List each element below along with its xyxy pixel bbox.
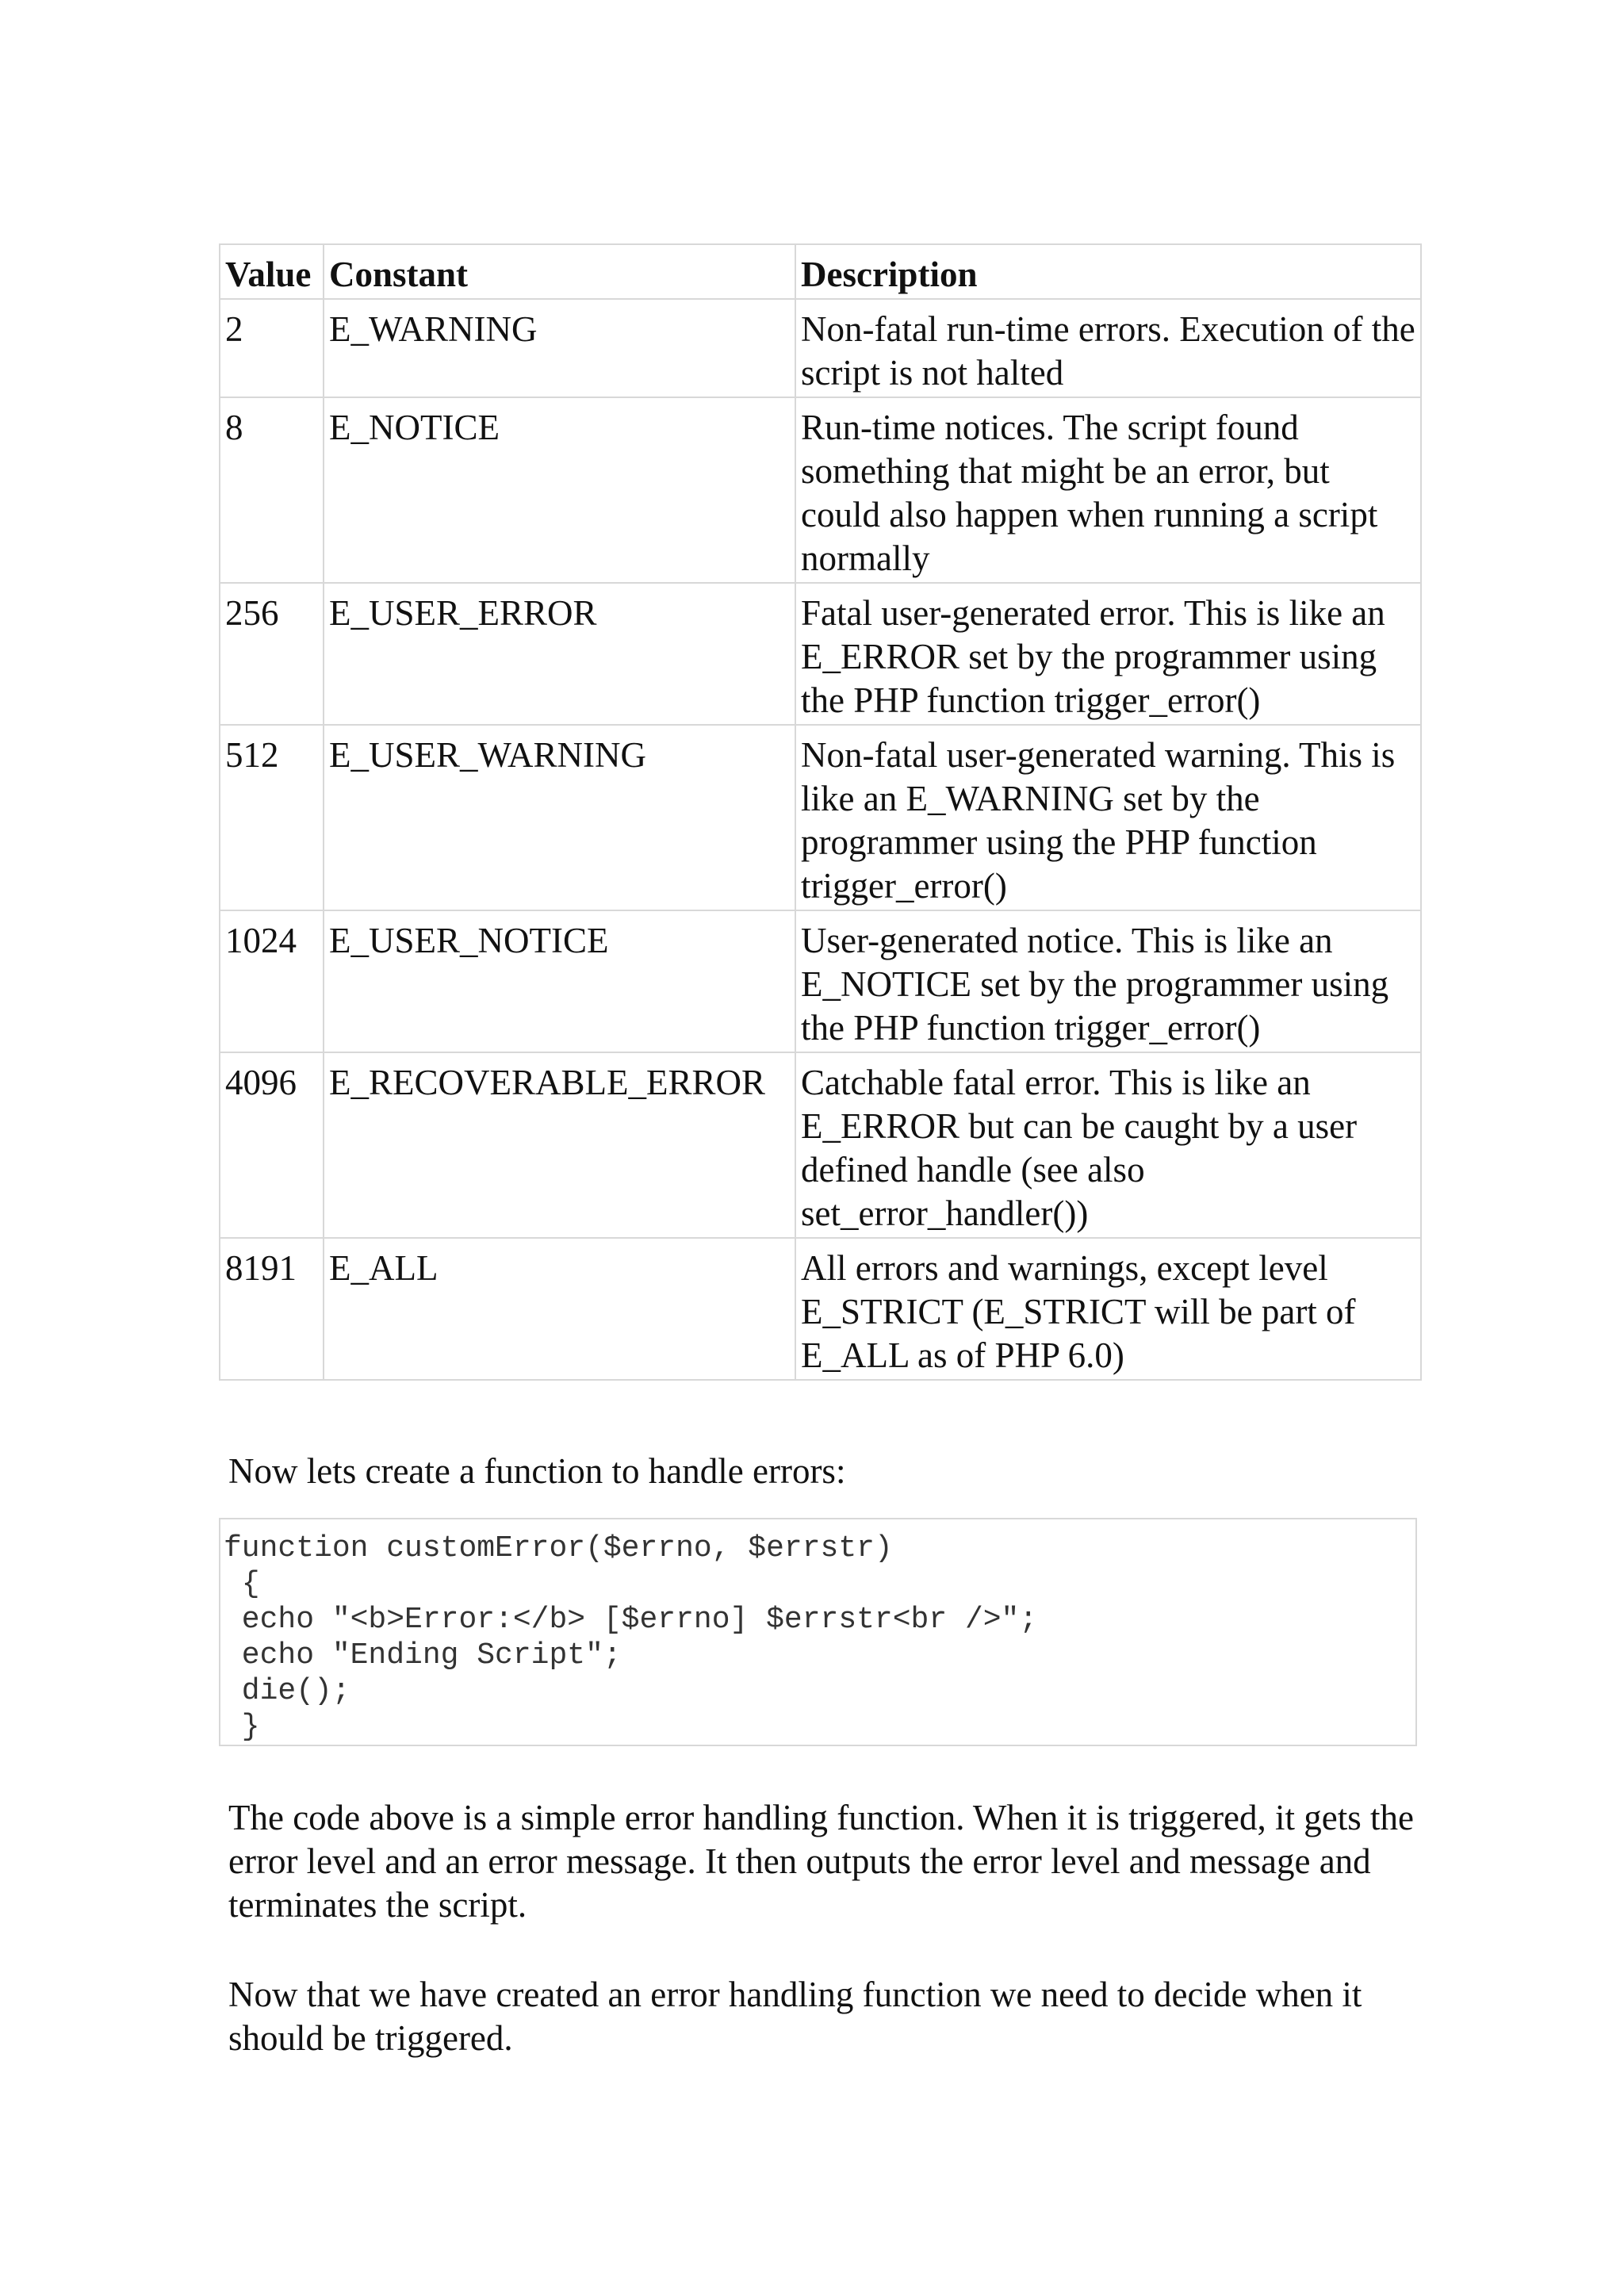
cell-description: All errors and warnings, except level E_STRICT (E_STRICT will be part of E_ALL as of PHP 6.0) [795,1238,1421,1380]
next-step-paragraph: Now that we have created an error handling function we need to decide when it should be triggered. [228,1975,1362,2058]
cell-constant: E_USER_ERROR [324,583,795,725]
table-header-row [220,244,1421,299]
code-line: } [224,1710,260,1744]
cell-value: 1024 [220,910,324,1052]
cell-value: 512 [220,725,324,910]
code-block [219,1518,1417,1746]
cell-value: 8 [220,397,324,583]
explanation-paragraph: The code above is a simple error handling function. When it is triggered, it gets the error level and an error message. It then outputs the error level and message and terminates the script. [228,1798,1414,1925]
code-line: { [224,1567,260,1601]
table-row [220,910,1421,1052]
cell-value: 2 [220,299,324,397]
header-value: Value [220,244,324,299]
cell-description: Run-time notices. The script found something that might be an error, but could also happen when running a script normally [795,397,1421,583]
cell-description: Non-fatal user-generated warning. This is like an E_WARNING set by the programmer using the PHP function trigger_error() [795,725,1421,910]
table-row [220,583,1421,725]
table-row [220,1238,1421,1380]
code-line: echo "Ending Script"; [224,1638,622,1672]
code-line: die(); [224,1674,350,1708]
header-description: Description [795,244,1421,299]
cell-value: 4096 [220,1052,324,1238]
cell-value: 8191 [220,1238,324,1380]
cell-constant: E_NOTICE [324,397,795,583]
table-row [220,725,1421,910]
cell-constant: E_ALL [324,1238,795,1380]
cell-constant: E_WARNING [324,299,795,397]
cell-value: 256 [220,583,324,725]
cell-constant: E_RECOVERABLE_ERROR [324,1052,795,1238]
header-constant: Constant [324,244,795,299]
cell-constant: E_USER_NOTICE [324,910,795,1052]
table-row [220,1052,1421,1238]
code-line: echo "<b>Error:</b> [$errno] $errstr<br />"; [224,1603,1038,1637]
cell-description: User-generated notice. This is like an E_NOTICE set by the programmer using the PHP function trigger_error() [795,910,1421,1052]
cell-description: Non-fatal run-time errors. Execution of the script is not halted [795,299,1421,397]
code-line: function customError($errno, $errstr) [224,1531,893,1565]
table-row [220,397,1421,583]
intro-paragraph: Now lets create a function to handle errors: [228,1451,846,1491]
cell-constant: E_USER_WARNING [324,725,795,910]
error-levels-table [219,243,1422,1381]
cell-description: Fatal user-generated error. This is like an E_ERROR set by the programmer using the PHP function trigger_error() [795,583,1421,725]
cell-description: Catchable fatal error. This is like an E_ERROR but can be caught by a user defined handle (see also set_error_handler()) [795,1052,1421,1238]
table-row [220,299,1421,397]
